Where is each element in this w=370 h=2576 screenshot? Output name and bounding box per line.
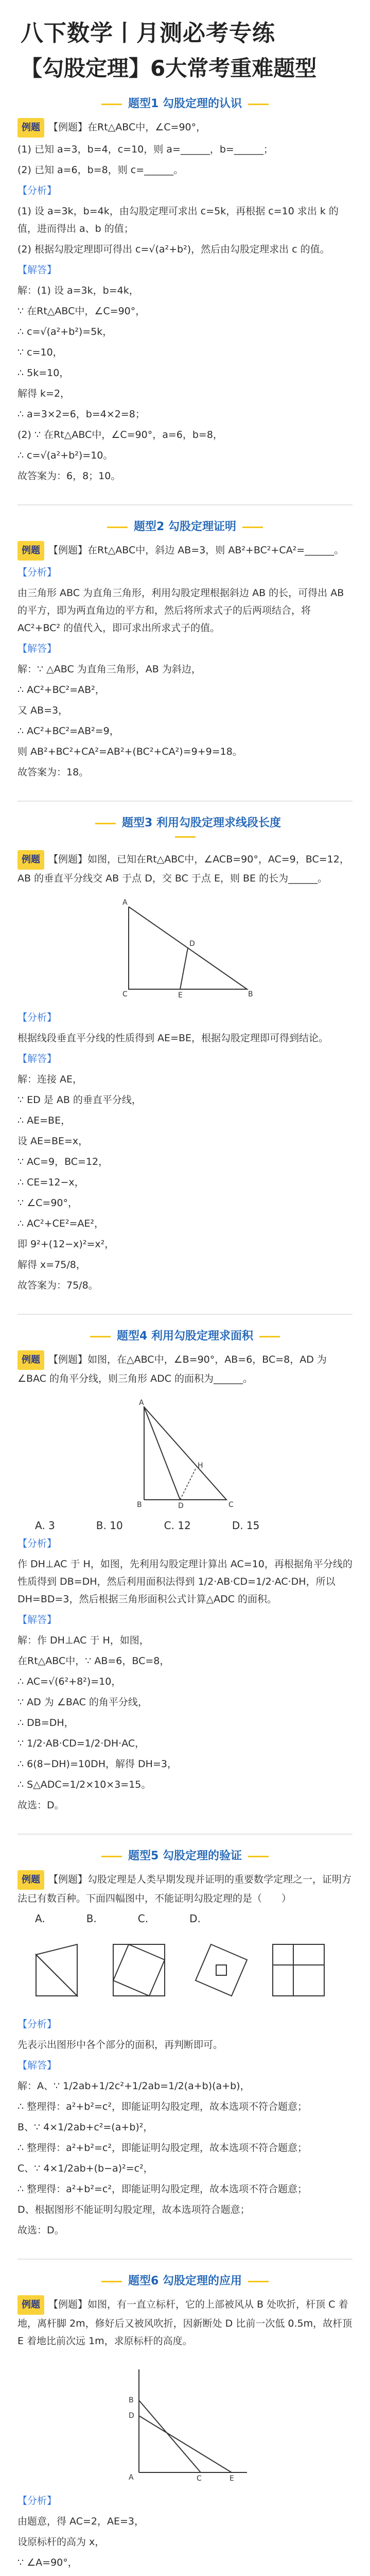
section-banner-2: 题型2 勾股定理证明 bbox=[77, 518, 293, 534]
analysis-line: 由题意，得 AC=2，AE=3， bbox=[17, 2516, 144, 2527]
answer-line: ∴ 5k=10， bbox=[17, 367, 69, 379]
answer-line: ∴ AC=√(6²+8²)=10， bbox=[17, 1676, 121, 1687]
answer-line: 解得 k=2， bbox=[17, 388, 71, 399]
answer-line: C、∵ 4×1/2ab+(b−a)²=c²， bbox=[17, 2163, 153, 2174]
example-3 bbox=[17, 850, 353, 887]
svg-text:B: B bbox=[136, 1501, 142, 1509]
answer-line: 解得 x=75/8， bbox=[17, 1259, 86, 1270]
svg-text:E: E bbox=[229, 2475, 234, 2483]
section-3 bbox=[0, 850, 370, 1294]
svg-text:C: C bbox=[228, 1501, 234, 1509]
analysis-line: 根据线段垂直平分线的性质得到 AE=BE，根据勾股定理即可得到结论。 bbox=[17, 1032, 329, 1044]
example-1 bbox=[17, 118, 353, 138]
section-banner-1: 题型1 勾股定理的认识 bbox=[77, 95, 293, 111]
section-banner-6: 题型6 勾股定理的应用 bbox=[77, 2272, 293, 2288]
page-title: 八下数学丨月测必考专练 bbox=[21, 20, 275, 46]
proof-figure-b bbox=[113, 1944, 165, 1996]
svg-text:A: A bbox=[122, 899, 128, 907]
analysis-line: 由三角形 ABC 为直角三角形，利用勾股定理根据斜边 AB 的长，可得出 AB 的平方，即为两直角边的平方和，然后将所求式子的后两项结合，将 AC²+BC² 的值代入，即可求出所求式子的值。 bbox=[17, 587, 344, 634]
choice-b: B. 10 bbox=[96, 1519, 123, 1532]
svg-text:C: C bbox=[196, 2475, 202, 2483]
analysis-line: 设原标杆的高为 x， bbox=[17, 2536, 105, 2548]
example-text: 【例题】如图，在△ABC中，∠B=90°，AB=6，BC=8，AD 为 ∠BAC 的角平分线，则三角形 ADC 的面积为______。 bbox=[17, 1354, 327, 1384]
svg-text:A: A bbox=[128, 2473, 134, 2482]
answer-line: ∴ a=3×2=6，b=4×2=8； bbox=[17, 409, 145, 420]
analysis-label: 【分析】 bbox=[17, 185, 57, 196]
answer-line: ∴ S△ADC=1/2×10×3=15。 bbox=[17, 1779, 151, 1790]
svg-text:C: C bbox=[122, 990, 128, 998]
pole-figure bbox=[108, 2359, 262, 2483]
answer-line: 设 AE=BE=x， bbox=[17, 1136, 89, 1147]
svg-text:A: A bbox=[138, 1399, 144, 1407]
example-5 bbox=[17, 1870, 353, 1907]
answer-line: ∴ AC²+BC²=AB²， bbox=[17, 684, 105, 696]
example-text: 【例题】勾股定理是人类早期发现并证明的重要数学定理之一，证明方法已有数百种。下面四幅图中，不能证明勾股定理的是（ ） bbox=[17, 1874, 352, 1904]
answer-line: ∴ 整理得：a²+b²=c²，即能证明勾股定理，故本选项不符合题意； bbox=[17, 2101, 307, 2112]
answer-line: 故答案为：18。 bbox=[17, 767, 89, 778]
section-banner-3: 题型3 利用勾股定理求线段长度 bbox=[77, 814, 293, 843]
analysis-label: 【分析】 bbox=[17, 567, 57, 578]
answer-label: 【解答】 bbox=[17, 1614, 57, 1625]
proof-figure-a bbox=[36, 1944, 77, 1996]
analysis-label: 【分析】 bbox=[17, 1538, 57, 1549]
choice-c: C. 12 bbox=[164, 1519, 191, 1532]
answer-line: 又 AB=3， bbox=[17, 705, 68, 716]
answer-line: ∴ c=√(a²+b²)=5k， bbox=[17, 326, 113, 337]
example-text: 【例题】在Rt△ABC中，∠C=90°， bbox=[48, 122, 206, 133]
analysis-line: ∵ ∠A=90°， bbox=[17, 2557, 78, 2568]
svg-text:B: B bbox=[248, 990, 253, 998]
answer-line: ∴ 整理得：a²+b²=c²，即能证明勾股定理，故本选项不符合题意； bbox=[17, 2142, 307, 2154]
section-2 bbox=[0, 541, 370, 781]
analysis-label: 【分析】 bbox=[17, 1012, 57, 1023]
answer-line: 解：(1) 设 a=3k，b=4k， bbox=[17, 285, 139, 296]
triangle-figure bbox=[124, 1397, 247, 1510]
answer-label: 【解答】 bbox=[17, 2060, 57, 2071]
choice-a: A. bbox=[35, 1912, 45, 1925]
proof-figure-c bbox=[196, 1944, 247, 1996]
answer-line: 解：∵ △ABC 为直角三角形，AB 为斜边， bbox=[17, 664, 201, 675]
section-6 bbox=[0, 2295, 370, 2576]
svg-text:D: D bbox=[128, 2412, 134, 2420]
choice-c: C. bbox=[137, 1912, 149, 1925]
analysis-label: 【分析】 bbox=[17, 2019, 57, 2030]
answer-line: 在Rt△ABC中，∵ AB=6，BC=8， bbox=[17, 1655, 170, 1667]
answer-line: ∴ CE=12−x， bbox=[17, 1177, 84, 1188]
choice-row bbox=[17, 1519, 353, 1532]
analysis-line: (1) 设 a=3k，b=4k，由勾股定理可求出 c=5k，再根据 c=10 求出 k 的值，进而得出 a、b 的值； bbox=[17, 206, 339, 234]
svg-text:E: E bbox=[178, 991, 183, 999]
triangle-figure bbox=[108, 896, 262, 999]
answer-line: D、根据图形不能证明勾股定理，故本选项符合题意； bbox=[17, 2204, 250, 2215]
proof-figures bbox=[26, 1934, 345, 2006]
example-4 bbox=[17, 1350, 353, 1387]
answer-line: 解：A、∵ 1/2ab+1/2c²+1/2ab=1/2(a+b)(a+b)， bbox=[17, 2080, 250, 2092]
analysis-line: 先表示出图形中各个部分的面积，再判断即可。 bbox=[17, 2039, 223, 2050]
analysis-label: 【分析】 bbox=[17, 2495, 57, 2506]
example-tag: 例题 bbox=[17, 1870, 44, 1890]
divider bbox=[17, 2259, 353, 2260]
answer-line: 解：连接 AE， bbox=[17, 1074, 83, 1085]
answer-line: ∵ 在Rt△ABC中，∠C=90°， bbox=[17, 306, 146, 317]
answer-line: 故答案为：75/8。 bbox=[17, 1280, 98, 1291]
answer-line: ∴ AE=BE， bbox=[17, 1115, 71, 1126]
answer-line: B、∵ 4×1/2ab+c²=(a+b)²， bbox=[17, 2122, 153, 2133]
example-tag: 例题 bbox=[17, 2295, 44, 2315]
example-text: 【例题】在Rt△ABC中，斜边 AB=3，则 AB²+BC²+CA²=______。 bbox=[48, 545, 344, 556]
header bbox=[0, 0, 370, 82]
answer-line: ∴ DB=DH， bbox=[17, 1717, 74, 1728]
example-tag: 例题 bbox=[17, 850, 44, 870]
answer-line: ∴ 6(8−DH)=10DH，解得 DH=3， bbox=[17, 1758, 177, 1770]
svg-text:D: D bbox=[178, 1502, 184, 1510]
answer-line: 解：作 DH⊥AC 于 H，如图， bbox=[17, 1635, 149, 1646]
svg-text:B: B bbox=[128, 2396, 134, 2404]
svg-text:D: D bbox=[189, 940, 195, 948]
example-tag: 例题 bbox=[17, 118, 44, 138]
page-subtitle: 【勾股定理】6大常考重难题型 bbox=[21, 56, 317, 81]
line: (2) 已知 a=6，b=8，则 c=______。 bbox=[17, 164, 184, 176]
answer-label: 【解答】 bbox=[17, 264, 57, 276]
answer-line: ∵ AC=9，BC=12， bbox=[17, 1156, 109, 1167]
section-banner-5: 题型5 勾股定理的验证 bbox=[77, 1847, 293, 1863]
choice-a: A. 3 bbox=[35, 1519, 55, 1532]
answer-line: ∵ ∠C=90°， bbox=[17, 1197, 78, 1209]
choice-d: D. bbox=[189, 1912, 201, 1925]
example-text: 【例题】如图，有一直立标杆，它的上部被风从 B 处吹折，杆顶 C 着地，离杆脚 2m，修好后又被风吹折，因新断处 D 比前一次低 0.5m，故杆顶 E 着地比前次远 1m，求原标杆的高度。 bbox=[17, 2299, 353, 2347]
section-1 bbox=[0, 118, 370, 485]
line: (1) 已知 a=3，b=4，c=10，则 a=______，b=______； bbox=[17, 144, 273, 155]
answer-line: (2) ∵ 在Rt△ABC中，∠C=90°，a=6，b=8， bbox=[17, 429, 223, 440]
proof-figure-d bbox=[273, 1944, 324, 1996]
answer-line: ∵ AD 为 ∠BAC 的角平分线， bbox=[17, 1697, 148, 1708]
answer-line: ∴ AC²+BC²=AB²=9， bbox=[17, 725, 119, 737]
divider bbox=[17, 504, 353, 505]
answer-line: ∴ c=√(a²+b²)=10。 bbox=[17, 450, 113, 461]
section-5 bbox=[0, 1870, 370, 2239]
example-text: 【例题】如图，已知在Rt△ABC中，∠ACB=90°，AC=9，BC=12，AB 的垂直平分线交 AB 于点 D，交 BC 于点 E，则 BE 的长为______。 bbox=[17, 854, 349, 884]
answer-line: ∵ 1/2·AB·CD=1/2·DH·AC， bbox=[17, 1738, 145, 1749]
answer-line: 即 9²+(12−x)²=x²， bbox=[17, 1239, 115, 1250]
answer-line: ∵ ED 是 AB 的垂直平分线， bbox=[17, 1094, 142, 1106]
answer-label: 【解答】 bbox=[17, 1053, 57, 1064]
answer-label: 【解答】 bbox=[17, 643, 57, 654]
choice-d: D. 15 bbox=[232, 1519, 260, 1532]
answer-line: 故选：D。 bbox=[17, 1800, 64, 1811]
section-4 bbox=[0, 1350, 370, 1814]
answer-line: 则 AB²+BC²+CA²=AB²+(BC²+CA²)=9+9=18。 bbox=[17, 746, 242, 757]
section-banner-4: 题型4 利用勾股定理求面积 bbox=[77, 1327, 293, 1343]
divider bbox=[17, 1314, 353, 1315]
answer-line: ∵ c=10， bbox=[17, 347, 63, 358]
svg-text:H: H bbox=[197, 1462, 203, 1470]
example-6 bbox=[17, 2295, 353, 2350]
choice-row bbox=[17, 1912, 353, 1925]
analysis-line: 作 DH⊥AC 于 H，如图，先利用勾股定理计算出 AC=10，再根据角平分线的性质得到 DB=DH，然后利用面积法得到 1/2·AB·CD=1/2·AC·DH，所以 DH=BD=3，然后根据三角形面积公式计算△ADC 的面积。 bbox=[17, 1558, 353, 1605]
analysis-line: (2) 根据勾股定理即可得出 c=√(a²+b²)，然后由勾股定理求出 c 的值。 bbox=[17, 244, 330, 255]
example-tag: 例题 bbox=[17, 1350, 44, 1370]
divider bbox=[17, 1834, 353, 1835]
answer-line: ∴ 整理得：a²+b²=c²，即能证明勾股定理，故本选项不符合题意； bbox=[17, 2183, 307, 2195]
choice-b: B. bbox=[86, 1912, 97, 1925]
example-2 bbox=[17, 541, 353, 561]
divider bbox=[17, 801, 353, 802]
example-tag: 例题 bbox=[17, 541, 44, 561]
answer-line: 故选：D。 bbox=[17, 2225, 64, 2236]
answer-line: 故答案为：6，8；10。 bbox=[17, 470, 121, 482]
answer-line: ∴ AC²+CE²=AE²， bbox=[17, 1218, 104, 1229]
